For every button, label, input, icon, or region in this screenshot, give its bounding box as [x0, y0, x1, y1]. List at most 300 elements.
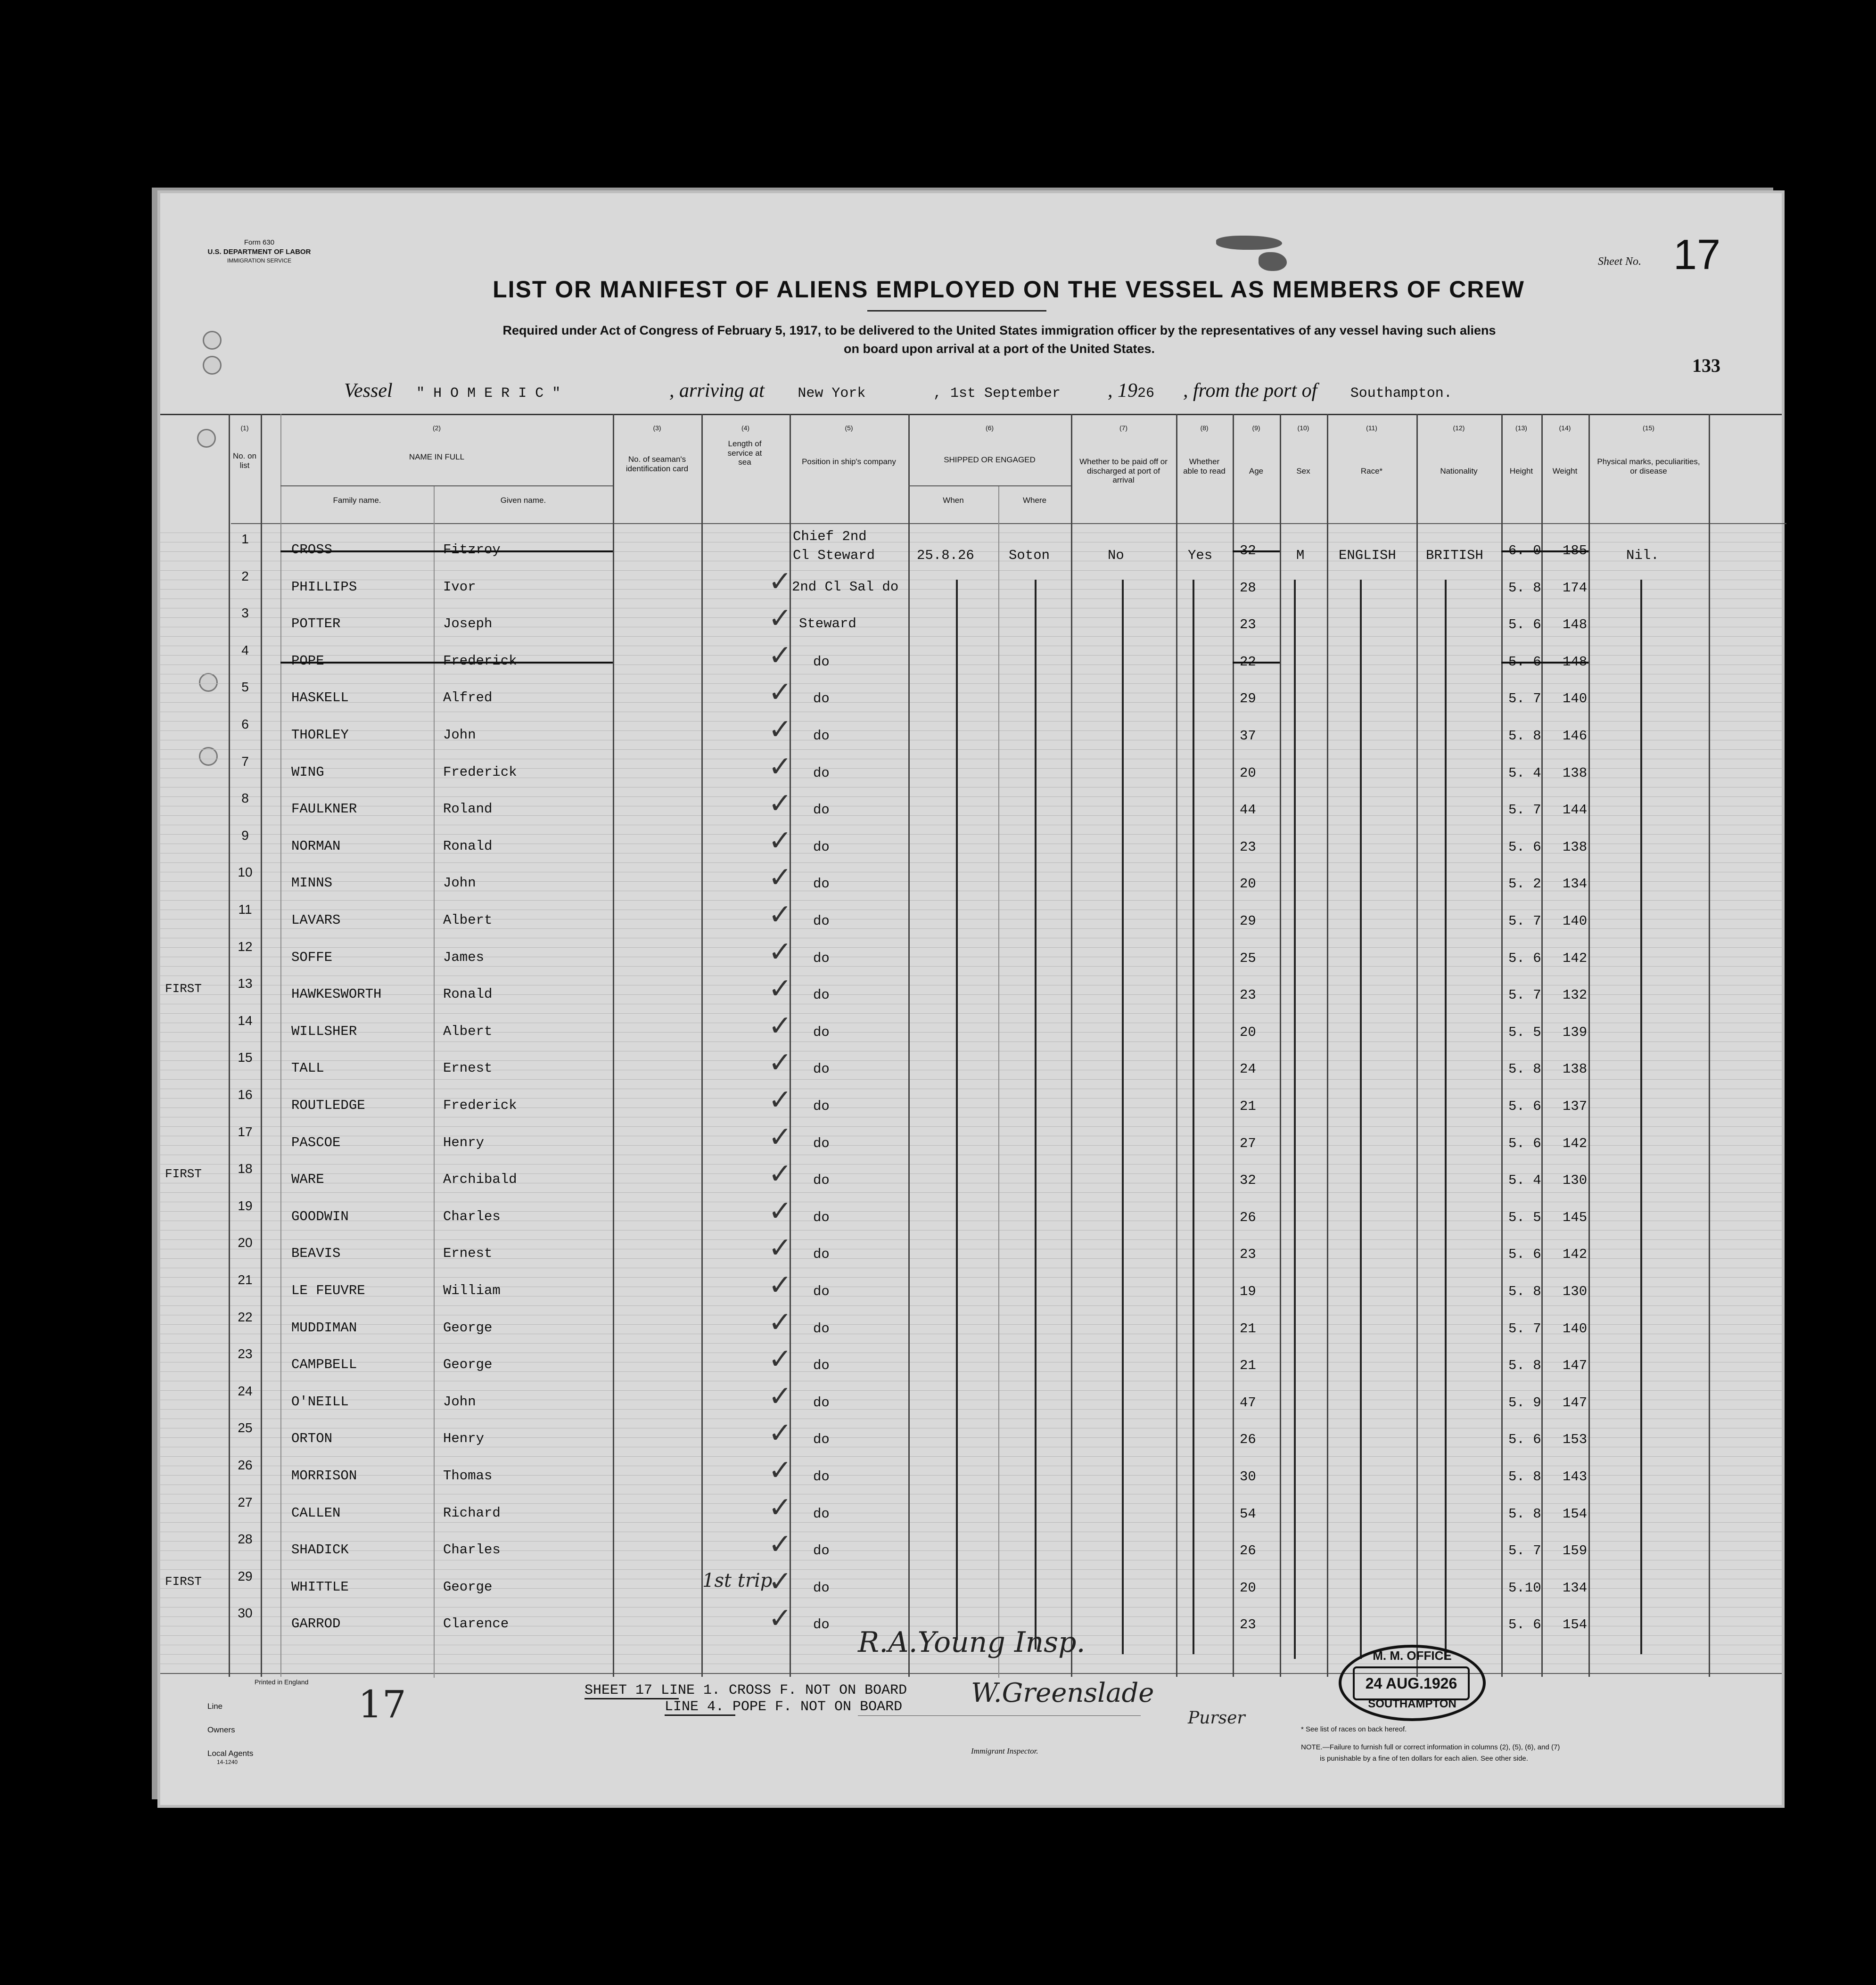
given-name: Ernest [443, 1060, 493, 1076]
height: 5. 7 [1508, 802, 1541, 818]
position: do [813, 1284, 830, 1299]
age: 26 [1240, 1210, 1256, 1225]
age: 22 [1240, 654, 1256, 670]
check-mark-icon: ✓ [768, 1417, 792, 1450]
col-12-heading: Nationality [1440, 467, 1478, 476]
sheet-number: 17 [1673, 231, 1721, 279]
given-name: John [443, 875, 476, 891]
family-name: HASKELL [291, 690, 349, 705]
col-divider [261, 414, 262, 1677]
position: do [813, 1506, 830, 1522]
row-number: 24 [238, 1384, 253, 1398]
check-mark-icon: ✓ [768, 1380, 792, 1413]
age: 23 [1240, 617, 1256, 632]
family-name: WILLSHER [291, 1024, 357, 1039]
check-mark-icon: ✓ [768, 861, 792, 894]
family-name: SOFFE [291, 950, 333, 965]
arrival-date: , 1st September [933, 386, 1061, 402]
height: 5. 9 [1508, 1395, 1541, 1411]
row-number: 2 [241, 569, 249, 583]
ditto-line [1640, 580, 1642, 1654]
ditto-line [1193, 580, 1194, 1654]
position: do [813, 1173, 830, 1188]
family-name: MINNS [291, 875, 333, 891]
table-bottom-rule [160, 1673, 1782, 1674]
given-name: Ronald [443, 986, 493, 1002]
grid-line [160, 1343, 1782, 1344]
family-name: CALLEN [291, 1505, 341, 1521]
manifest-sheet [160, 193, 1782, 1805]
form-number: Form 630 [244, 238, 275, 246]
age: 23 [1240, 987, 1256, 1003]
height: 5. 7 [1508, 913, 1541, 929]
departure-port: Southampton. [1350, 386, 1452, 402]
position: do [813, 1617, 830, 1632]
page-title: LIST OR MANIFEST OF ALIENS EMPLOYED ON THE VESSEL AS MEMBERS OF CREW [493, 276, 1525, 303]
sheet-number-label: Sheet No. [1598, 255, 1641, 268]
position: do [813, 1358, 830, 1373]
row-number: 11 [238, 902, 252, 917]
height: 5. 6 [1508, 1136, 1541, 1151]
ditto-line [1035, 580, 1037, 1649]
family-name: O'NEILL [291, 1394, 349, 1410]
age: 29 [1240, 913, 1256, 929]
height: 5. 6 [1508, 1617, 1541, 1632]
grid-line [160, 636, 1782, 637]
position: do [813, 1321, 830, 1337]
col-divider [229, 414, 230, 1677]
family-name: BEAVIS [291, 1246, 341, 1261]
note-underline [665, 1714, 735, 1716]
height: 5.10 [1508, 1580, 1541, 1596]
col-divider [1176, 414, 1177, 1677]
height: 5. 8 [1508, 728, 1541, 744]
strikethrough-line [1501, 662, 1588, 664]
given-name: John [443, 1394, 476, 1410]
height: 5. 5 [1508, 1210, 1541, 1225]
height: 5. 4 [1508, 765, 1541, 781]
check-mark-icon: ✓ [768, 639, 792, 672]
weight: 159 [1563, 1543, 1588, 1558]
position: do [813, 1247, 830, 1262]
position: do [813, 1432, 830, 1447]
row-number: 10 [238, 865, 253, 879]
ditto-line [1445, 580, 1447, 1659]
age: 23 [1240, 1247, 1256, 1262]
row-number: 3 [241, 606, 249, 620]
row-number: 6 [241, 717, 249, 731]
weight: 139 [1563, 1025, 1588, 1040]
col-11-number: (11) [1366, 424, 1377, 432]
arriving-label: , arriving at [669, 380, 765, 402]
check-mark-icon: ✓ [768, 750, 792, 783]
inspector-signature: R.A.Young Insp. [858, 1626, 1086, 1659]
col-6-number: (6) [985, 424, 994, 432]
col-15-heading: Physical marks, peculiarities, or disease [1597, 457, 1700, 476]
col-9-heading: Age [1249, 467, 1264, 476]
age: 21 [1240, 1321, 1256, 1337]
given-name: Ronald [443, 838, 493, 854]
row-number: 14 [238, 1013, 253, 1028]
grid-line [160, 1164, 1782, 1165]
given-name: George [443, 1357, 493, 1372]
grid-line [160, 1126, 1782, 1127]
col-7-heading: Whether to be paid off or discharged at port of arrival [1079, 457, 1168, 485]
grid-line [160, 1192, 1782, 1193]
given-name: Albert [443, 1024, 493, 1039]
row-number: 5 [241, 680, 249, 694]
signature-line [858, 1715, 1141, 1716]
shipped-when: 25.8.26 [917, 548, 974, 563]
height: 5. 7 [1508, 691, 1541, 706]
grid-line [160, 796, 1782, 797]
given-name: Charles [443, 1209, 501, 1224]
master-title: Purser [1188, 1708, 1245, 1728]
family-name: NORMAN [291, 838, 341, 854]
row-number: 26 [238, 1458, 253, 1472]
row-number: 4 [241, 643, 249, 657]
position: 2nd Cl Sal do [792, 579, 899, 595]
position: do [813, 1061, 830, 1077]
age: 20 [1240, 765, 1256, 781]
year-line [1108, 379, 1154, 402]
binder-hole [199, 673, 218, 692]
handwritten-note: 1st trip [702, 1570, 773, 1591]
not-on-board-note-1: SHEET 17 LINE 1. CROSS F. NOT ON BOARD [584, 1682, 907, 1698]
check-mark-icon: ✓ [768, 1528, 792, 1561]
check-mark-icon: ✓ [768, 1195, 792, 1228]
family-name: PASCOE [291, 1135, 341, 1150]
office-stamp [1339, 1645, 1486, 1721]
weight: 138 [1563, 839, 1588, 855]
age: 19 [1240, 1284, 1256, 1299]
grid-line [160, 749, 1782, 750]
age: 26 [1240, 1543, 1256, 1558]
position-second-line: Cl Steward [793, 548, 875, 563]
given-name: Frederick [443, 1098, 517, 1113]
row-number: 12 [238, 939, 253, 954]
col-13-heading: Height [1509, 467, 1533, 476]
col-4-number: (4) [741, 424, 750, 432]
row-number: 22 [238, 1310, 253, 1324]
col-10-number: (10) [1297, 424, 1309, 432]
binder-hole [199, 747, 218, 766]
height: 5. 6 [1508, 951, 1541, 966]
weight: 146 [1563, 728, 1588, 744]
weight: 174 [1563, 580, 1588, 596]
age: 47 [1240, 1395, 1256, 1411]
grid-line [160, 966, 1782, 967]
position: do [813, 802, 830, 818]
grid-line [160, 721, 1782, 722]
check-mark-icon: ✓ [768, 1083, 792, 1116]
ditto-line [1360, 580, 1362, 1659]
ink-smudge [1216, 236, 1282, 250]
col-15-number: (15) [1643, 424, 1654, 432]
height: 5. 5 [1508, 1025, 1541, 1040]
family-name: LE FEUVRE [291, 1283, 365, 1298]
weight: 134 [1563, 876, 1588, 892]
weight: 138 [1563, 1061, 1588, 1077]
subheader-rule [908, 485, 1071, 486]
age: 30 [1240, 1469, 1256, 1485]
family-name: CROSS [291, 542, 333, 558]
age: 23 [1240, 1617, 1256, 1632]
family-name: WARE [291, 1172, 324, 1187]
age: 54 [1240, 1506, 1256, 1522]
arrival-port: New York [798, 386, 866, 402]
binder-hole [203, 331, 222, 350]
col-9-number: (9) [1252, 424, 1260, 432]
weight: 142 [1563, 951, 1588, 966]
position: Steward [799, 616, 856, 632]
family-name: HAWKESWORTH [291, 986, 382, 1002]
vessel-label: Vessel [344, 380, 393, 402]
height: 5. 8 [1508, 1469, 1541, 1485]
col-12-number: (12) [1453, 424, 1465, 432]
weight: 153 [1563, 1432, 1588, 1447]
weight: 140 [1563, 913, 1588, 929]
age: 44 [1240, 802, 1256, 818]
family-name: THORLEY [291, 727, 349, 743]
family-name: TALL [291, 1060, 324, 1076]
col-2-family-heading: Family name. [333, 496, 381, 505]
line-label: Line [207, 1702, 223, 1711]
age: 20 [1240, 876, 1256, 892]
col-14-heading: Weight [1552, 467, 1578, 476]
grid-line [160, 1456, 1782, 1457]
vessel-name: " H O M E R I C " [416, 386, 561, 402]
age: 21 [1240, 1358, 1256, 1373]
row-number: 18 [238, 1161, 253, 1176]
strikethrough-line [280, 550, 613, 552]
grid-line [160, 1060, 1782, 1061]
col-divider [1327, 414, 1328, 1677]
age: 20 [1240, 1025, 1256, 1040]
height: 5. 8 [1508, 1506, 1541, 1522]
family-name: MORRISON [291, 1468, 357, 1484]
check-mark-icon: ✓ [768, 1157, 792, 1190]
position: do [813, 1210, 830, 1225]
grid-line [160, 1569, 1782, 1570]
age: 23 [1240, 839, 1256, 855]
first-voyage-note: FIRST [165, 1167, 202, 1181]
weight: 185 [1563, 543, 1588, 558]
position: do [813, 1099, 830, 1114]
first-voyage-note: FIRST [165, 982, 202, 996]
grid-line [160, 862, 1782, 863]
col-13-number: (13) [1515, 424, 1527, 432]
row-number: 30 [238, 1606, 253, 1620]
header-bottom-rule [231, 523, 1786, 524]
height: 5. 6 [1508, 1247, 1541, 1262]
check-mark-icon: ✓ [768, 565, 792, 598]
given-name: Albert [443, 912, 493, 928]
age: 25 [1240, 951, 1256, 966]
family-name: GOODWIN [291, 1209, 349, 1224]
weight: 140 [1563, 1321, 1588, 1337]
check-mark-icon: ✓ [768, 1306, 792, 1339]
arrival-year: 26 [1137, 386, 1155, 402]
position: do [813, 1543, 830, 1558]
position: do [813, 1580, 830, 1596]
given-name: Henry [443, 1135, 485, 1150]
given-name: James [443, 950, 485, 965]
col-5-heading: Position in ship's company [802, 457, 896, 466]
col-divider [280, 414, 281, 1677]
row-number: 1 [241, 532, 249, 546]
shipped-where: Soton [1009, 548, 1050, 563]
col-divider [1588, 414, 1590, 1677]
col-2-heading: NAME IN FULL [409, 452, 465, 461]
position: do [813, 951, 830, 966]
check-mark-icon: ✓ [768, 1231, 792, 1264]
height: 5. 6 [1508, 617, 1541, 632]
given-name: Clarence [443, 1616, 509, 1632]
weight: 142 [1563, 1136, 1588, 1151]
physical-marks-value: Nil. [1626, 548, 1659, 563]
position: do [813, 765, 830, 781]
given-name: Joseph [443, 616, 493, 632]
first-voyage-note: FIRST [165, 1575, 202, 1589]
given-name: Richard [443, 1505, 501, 1521]
local-agents-label: Local Agents [207, 1749, 254, 1758]
weight: 154 [1563, 1617, 1588, 1632]
strikethrough-line [280, 662, 613, 664]
check-mark-icon: ✓ [768, 1454, 792, 1487]
given-name: Ernest [443, 1246, 493, 1261]
subheader-rule [280, 485, 613, 486]
check-mark-icon: ✓ [768, 713, 792, 746]
given-name: Roland [443, 801, 493, 817]
position: do [813, 654, 830, 670]
check-mark-icon: ✓ [768, 1343, 792, 1376]
note-underline [584, 1698, 679, 1699]
col-divider [1709, 414, 1710, 1677]
subtitle [349, 321, 1650, 358]
age: 20 [1240, 1580, 1256, 1596]
family-name: WING [291, 764, 324, 780]
printed-in-england: Printed in England [255, 1678, 309, 1686]
penalty-note-1: NOTE.—Failure to furnish full or correct information in columns (2), (5), (6), and (7) [1301, 1743, 1560, 1751]
age: 26 [1240, 1432, 1256, 1447]
height: 5. 8 [1508, 1358, 1541, 1373]
grid-line [160, 1503, 1782, 1504]
col-2-number: (2) [432, 424, 441, 432]
service-name: IMMIGRATION SERVICE [227, 257, 292, 264]
height: 5. 7 [1508, 1321, 1541, 1337]
given-name: Ivor [443, 579, 476, 595]
row-number: 13 [238, 976, 253, 991]
check-mark-icon: ✓ [768, 787, 792, 820]
col-divider [1071, 414, 1072, 1677]
given-name: George [443, 1579, 493, 1595]
height: 5. 8 [1508, 580, 1541, 596]
position: do [813, 876, 830, 892]
date-line [933, 379, 1061, 402]
col-6-when-heading: When [943, 496, 964, 505]
height: 5. 6 [1508, 654, 1541, 670]
age: 37 [1240, 728, 1256, 744]
year-label: , 19 [1108, 380, 1137, 402]
subtitle-line-2: on board upon arrival at a port of the United States. [843, 342, 1155, 356]
row-number: 15 [238, 1050, 253, 1065]
col-divider [434, 485, 435, 1678]
height: 5. 6 [1508, 1432, 1541, 1447]
stamp-date: 24 AUG.1926 [1353, 1666, 1470, 1700]
check-mark-icon: ✓ [768, 602, 792, 635]
height: 5. 6 [1508, 1099, 1541, 1114]
row-number: 9 [241, 828, 249, 843]
family-name: MUDDIMAN [291, 1320, 357, 1336]
col-8-heading: Whether able to read [1183, 457, 1226, 476]
strikethrough-line [1501, 550, 1588, 552]
weight: 154 [1563, 1506, 1588, 1522]
grid-line [160, 1390, 1782, 1391]
col-divider [1280, 414, 1281, 1677]
check-mark-icon: ✓ [768, 972, 792, 1005]
col-divider [1501, 414, 1503, 1677]
col-divider [908, 414, 910, 1677]
weight: 130 [1563, 1284, 1588, 1299]
given-name: John [443, 727, 476, 743]
row-number: 29 [238, 1569, 253, 1583]
grid-line [160, 900, 1782, 901]
side-mark: 133 [1692, 355, 1720, 376]
given-name: Alfred [443, 690, 493, 705]
height: 5. 8 [1508, 1284, 1541, 1299]
position: do [813, 913, 830, 929]
subtitle-line-1: Required under Act of Congress of February 5, 1917, to be delivered to the United States immigration officer by the representatives of any vessel having such aliens [502, 323, 1496, 337]
given-name: Frederick [443, 653, 517, 669]
sex-value: M [1296, 548, 1305, 563]
height: 5. 7 [1508, 1543, 1541, 1558]
weight: 145 [1563, 1210, 1588, 1225]
check-mark-icon: ✓ [768, 898, 792, 931]
races-note: * See list of races on back hereof. [1301, 1725, 1407, 1733]
ditto-line [956, 580, 958, 1640]
col-6-where-heading: Where [1022, 496, 1047, 505]
department-name: U.S. DEPARTMENT OF LABOR [207, 248, 311, 256]
row-number: 25 [238, 1420, 253, 1435]
weight: 148 [1563, 617, 1588, 632]
penalty-note-2: is punishable by a fine of ten dollars for each alien. See other side. [1320, 1755, 1528, 1763]
given-name: Archibald [443, 1172, 517, 1187]
weight: 132 [1563, 987, 1588, 1003]
height: 6. 0 [1508, 543, 1541, 558]
row-number: 16 [238, 1087, 253, 1102]
col-divider [998, 485, 999, 1678]
height: 5. 8 [1508, 1061, 1541, 1077]
from-label: , from the port of [1183, 380, 1317, 402]
ditto-line [1294, 580, 1296, 1659]
grid-line [160, 1305, 1782, 1306]
check-mark-icon: ✓ [768, 935, 792, 968]
weight: 147 [1563, 1395, 1588, 1411]
col-14-number: (14) [1559, 424, 1571, 432]
check-mark-icon: ✓ [768, 676, 792, 709]
ditto-line [1122, 580, 1124, 1654]
position: do [813, 1395, 830, 1411]
given-name: Thomas [443, 1468, 493, 1484]
given-name: Frederick [443, 764, 517, 780]
family-name: POPE [291, 653, 324, 669]
col-divider [701, 414, 703, 1677]
given-name: Henry [443, 1431, 485, 1446]
grid-line [160, 947, 1782, 948]
position: do [813, 691, 830, 706]
weight: 130 [1563, 1173, 1588, 1188]
